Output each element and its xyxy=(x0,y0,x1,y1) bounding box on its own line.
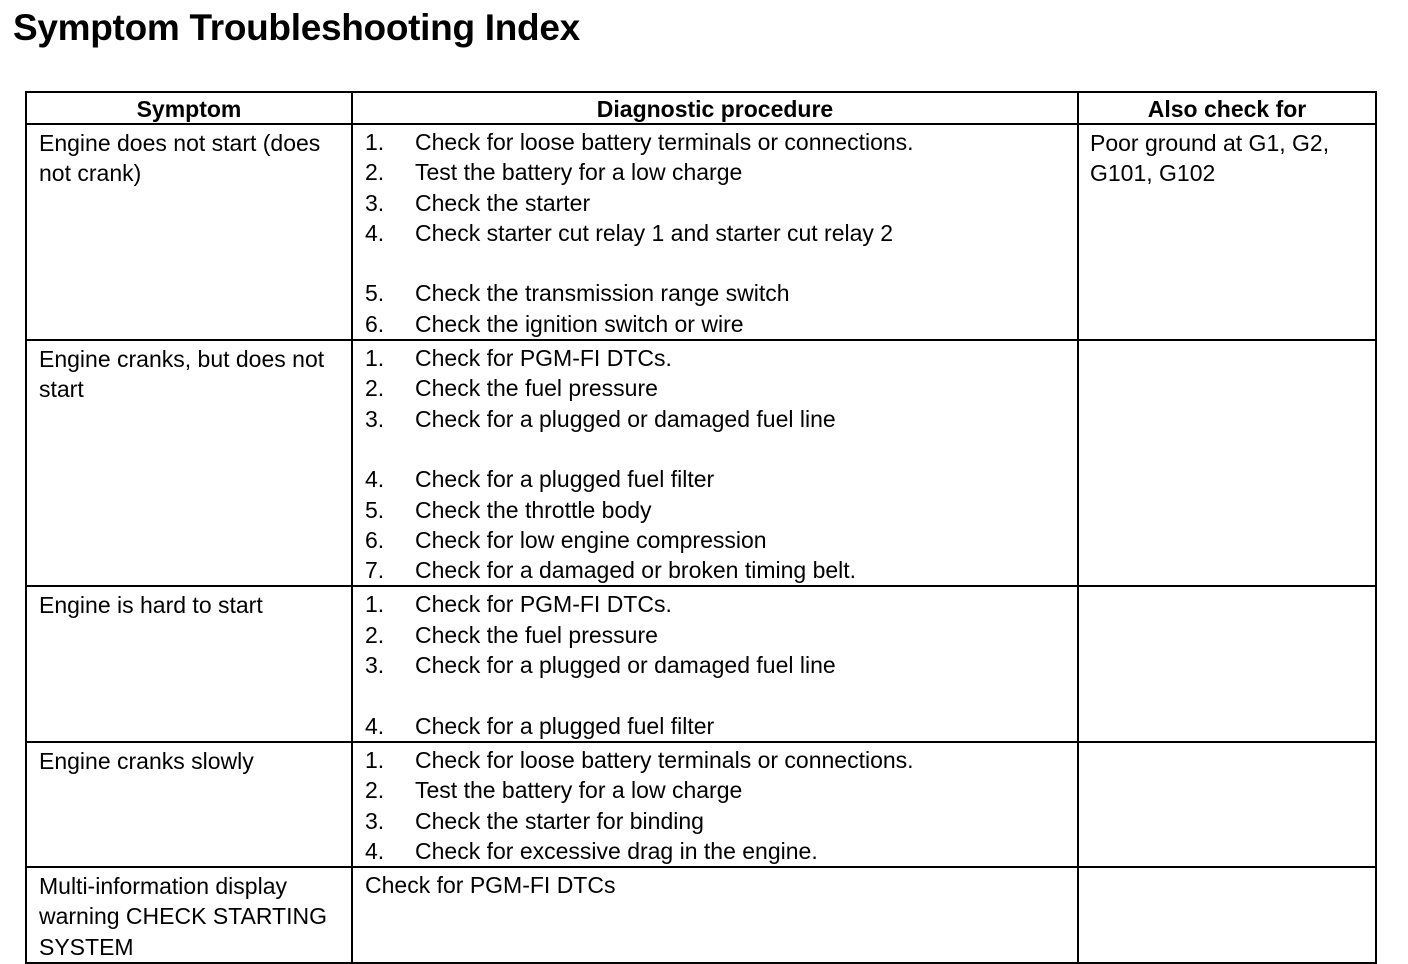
step-text: Check for loose battery terminals or connections. xyxy=(415,746,914,773)
symptom-troubleshooting-table xyxy=(25,91,1377,964)
table-row xyxy=(26,340,1376,586)
step-number: 3. xyxy=(365,807,385,834)
procedure-step xyxy=(365,278,1077,308)
procedure-step xyxy=(365,620,1077,650)
step-number: 7. xyxy=(365,557,385,584)
procedure-step xyxy=(365,218,1077,248)
procedure-step xyxy=(365,836,1077,866)
step-number: 2. xyxy=(365,621,385,648)
step-text: Check for a plugged fuel filter xyxy=(415,466,715,493)
step-text: Check for a plugged or damaged fuel line xyxy=(415,652,836,679)
procedure-step xyxy=(365,525,1077,555)
table-row xyxy=(26,124,1376,340)
procedure-step xyxy=(365,589,1077,619)
step-text: Check for a damaged or broken timing belt. xyxy=(415,557,857,584)
step-text: Check for low engine compression xyxy=(415,526,767,553)
step-text: Check the throttle body xyxy=(415,496,652,523)
procedure-step xyxy=(365,309,1077,339)
procedure-cell xyxy=(352,867,1078,963)
procedure-cell xyxy=(352,742,1078,867)
step-number: 2. xyxy=(365,159,385,186)
also-check-text xyxy=(1079,587,1375,590)
step-text: Test the battery for a low charge xyxy=(415,159,743,186)
step-text: Check the ignition switch or wire xyxy=(415,310,744,337)
procedure-cell xyxy=(352,586,1078,741)
symptom-text: Multi-information display warning CHECK STARTING SYSTEM xyxy=(39,873,327,960)
step-text: Check the fuel pressure xyxy=(415,375,658,402)
procedure-step xyxy=(365,127,1077,157)
symptom-cell xyxy=(26,340,352,586)
also-check-cell xyxy=(1078,586,1376,741)
symptom-cell xyxy=(26,742,352,867)
also-check-text xyxy=(1079,341,1375,344)
symptom-text: Engine is hard to start xyxy=(39,592,263,619)
step-number: 2. xyxy=(365,375,385,402)
also-check-cell xyxy=(1078,124,1376,340)
step-text: Check for loose battery terminals or connections. xyxy=(415,129,914,155)
also-check-cell xyxy=(1078,742,1376,867)
procedure-step xyxy=(365,650,1077,680)
procedure-step xyxy=(365,555,1077,585)
step-text: Check starter cut relay 1 and starter cut relay 2 xyxy=(415,219,894,246)
table-row xyxy=(26,742,1376,867)
step-number: 2. xyxy=(365,777,385,804)
procedure-step xyxy=(365,464,1077,494)
step-number: 4. xyxy=(365,219,385,246)
procedure-cell xyxy=(352,340,1078,586)
table-header-row xyxy=(26,92,1376,124)
procedure-step xyxy=(365,495,1077,525)
step-number: 4. xyxy=(365,466,385,493)
step-text: Check the starter xyxy=(415,189,591,216)
symptom-cell xyxy=(26,867,352,963)
procedure-step xyxy=(365,775,1077,805)
column-header-also-check-for: Also check for xyxy=(1078,92,1376,124)
table-row xyxy=(26,586,1376,741)
also-check-text xyxy=(1079,743,1375,746)
procedure-step xyxy=(365,188,1077,218)
step-text: Check for a plugged fuel filter xyxy=(415,712,715,739)
also-check-text: Poor ground at G1, G2, G101, G102 xyxy=(1090,130,1330,187)
procedure-steps xyxy=(353,125,1077,339)
step-text: Check for PGM-FI DTCs. xyxy=(415,591,672,618)
step-text: Check for PGM-FI DTCs. xyxy=(415,345,672,372)
table-row xyxy=(26,867,1376,963)
procedure-step xyxy=(365,343,1077,373)
step-number: 6. xyxy=(365,526,385,553)
step-number: 5. xyxy=(365,280,385,307)
symptom-text: Engine cranks slowly xyxy=(39,747,254,774)
procedure-steps xyxy=(353,743,1077,866)
step-text: Check the transmission range switch xyxy=(415,280,790,307)
symptom-cell xyxy=(26,124,352,340)
procedure-step xyxy=(365,404,1077,434)
step-text: Check the fuel pressure xyxy=(415,621,658,648)
page-title: Symptom Troubleshooting Index xyxy=(13,7,580,48)
step-number: 3. xyxy=(365,189,385,216)
symptom-text: Engine does not start (does not crank) xyxy=(39,130,321,187)
step-number: 4. xyxy=(365,712,385,739)
step-number: 3. xyxy=(365,405,385,432)
also-check-text xyxy=(1079,868,1375,871)
also-check-cell xyxy=(1078,340,1376,586)
procedure-step xyxy=(365,157,1077,187)
step-number: 1. xyxy=(365,746,385,773)
symptom-cell xyxy=(26,586,352,741)
procedure-cell xyxy=(352,124,1078,340)
step-text: Check for excessive drag in the engine. xyxy=(415,837,818,864)
step-text: Test the battery for a low charge xyxy=(415,777,743,804)
column-header-symptom: Symptom xyxy=(26,92,352,124)
step-number: 1. xyxy=(365,345,385,372)
procedure-step xyxy=(365,373,1077,403)
procedure-steps xyxy=(353,341,1077,585)
step-number: 6. xyxy=(365,310,385,337)
step-number: 4. xyxy=(365,837,385,864)
procedure-step xyxy=(365,711,1077,741)
procedure-text: Check for PGM-FI DTCs xyxy=(365,872,616,899)
step-number: 1. xyxy=(365,591,385,618)
procedure-step xyxy=(365,745,1077,775)
step-number: 1. xyxy=(365,129,385,155)
step-number: 5. xyxy=(365,496,385,523)
symptom-text: Engine cranks, but does not start xyxy=(39,346,325,403)
procedure-step xyxy=(365,806,1077,836)
step-text: Check the starter for binding xyxy=(415,807,704,834)
procedure-steps xyxy=(353,587,1077,740)
step-text: Check for a plugged or damaged fuel line xyxy=(415,405,836,432)
column-header-diagnostic-procedure: Diagnostic procedure xyxy=(352,92,1078,124)
step-number: 3. xyxy=(365,652,385,679)
also-check-cell xyxy=(1078,867,1376,963)
